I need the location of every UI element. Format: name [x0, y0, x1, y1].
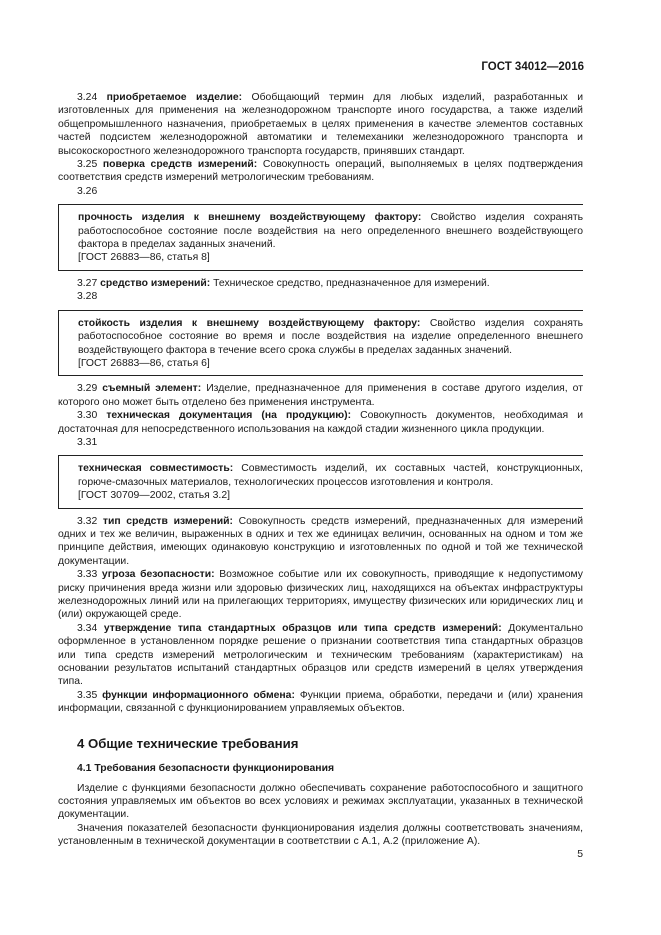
term-title: функции информационного обмена: — [102, 689, 295, 701]
source-reference: [ГОСТ 26883—86, статья 8] — [78, 252, 210, 264]
term-definition: Возможное событие или их совокупность, приводящие к недопустимому риску причинения вреда жизни или здоровью физических лиц, находящихся на объектах инфраструктуры железнодорожных линий или на прилегающих территориях, имуществу физических или юридических лиц и (или) окружающей среде. — [58, 569, 583, 621]
term-title: тип средств измерений: — [102, 515, 233, 527]
term-title: техническая совместимость: — [78, 463, 234, 475]
boxed-term-3-28 — [58, 310, 583, 377]
term-title: угроза безопасности: — [101, 569, 215, 581]
body-paragraph: Значения показателей безопасности функционирования изделия должны соответствовать значениям, установленным в технической документации в соответствии с А.1, А.2 (приложение А). — [58, 822, 583, 848]
page-number: 5 — [577, 849, 583, 860]
source-reference: [ГОСТ 30709—2002, статья 3.2] — [78, 490, 230, 502]
term-title: стойкость изделия к внешнему воздействующему фактору: — [78, 317, 421, 329]
term-definition: Свойство изделия сохранять работоспособное состояние после воздействия на него определенного внешнего воздействующего фактора в пределах заданных значений. — [78, 212, 583, 251]
term-title: съемный элемент: — [102, 383, 202, 395]
term-number-3-31: 3.31 — [77, 436, 98, 448]
term-definition: Обобщающий термин для любых изделий, разработанных и изготовленных для применения на железнодорожном транспорте иного государства, а также изделий общепромышленного назначения, приобретаемых в целях применения в качестве элементов составных частей подсистем железнодорожной автоматики и телемеханики железнодорожного транспорта и высокоскоростного железнодорожного транспорта государств, принявших стандарт. — [58, 92, 583, 157]
document-code: ГОСТ 34012—2016 — [481, 61, 584, 73]
source-reference: [ГОСТ 26883—86, статья 6] — [78, 357, 210, 369]
term-definition: Изделие, предназначенное для применения в составе другого изделия, от которого оно может быть отделено без применения инструмента. — [58, 383, 583, 408]
term-definition: Совместимость изделий, их составных частей, конструкционных, горюче-смазочных материалов, технологических процессов изготовления и контроля. — [78, 463, 583, 488]
term-definition: Документально оформленное в установленном порядке решение о признании соответствия типа стандартных образцов или типа средств измерений метрологическим и техническим требованиям (характеристикам) на основании результатов испытаний стандартных образцов или средств измерений в целях утверждения типа. — [58, 622, 583, 688]
page-content — [58, 91, 583, 849]
subsection-heading: 4.1 Требования безопасности функционирования — [77, 762, 335, 774]
term-3-33 — [58, 568, 583, 622]
term-3-27 — [58, 277, 583, 290]
term-number: 3.34 — [77, 622, 98, 634]
boxed-definition — [78, 211, 583, 251]
term-title: приобретаемое изделие: — [106, 92, 243, 103]
term-number: 3.35 — [77, 689, 98, 701]
term-title: поверка средств измерений: — [102, 159, 258, 171]
body-paragraph: Изделие с функциями безопасности должно обеспечивать сохранение работоспособного и защитного состояния управляемых им объектов во всех условиях и режимах эксплуатации, указанных в технической документации. — [58, 782, 583, 821]
term-3-25 — [58, 158, 583, 185]
term-definition: Совокупность средств измерений, предназначенных для измерений одних и тех же величин, выраженных в одних и тех же единицах величин, основанных на одном и том же принципе действия, имеющих одинаковую конструкцию и изготовленных по одной и той же технической документации. — [58, 515, 584, 567]
term-number: 3.32 — [77, 515, 98, 527]
term-title: утверждение типа стандартных образцов или типа средств измерений: — [103, 622, 502, 634]
term-number: 3.24 — [77, 92, 98, 103]
term-definition: Техническое средство, предназначенное для измерений. — [213, 277, 490, 289]
term-3-35 — [58, 689, 583, 716]
term-number: 3.29 — [77, 383, 98, 395]
term-title: средство измерений: — [100, 277, 211, 289]
term-number: 3.30 — [77, 410, 98, 422]
term-number-3-28: 3.28 — [77, 291, 98, 303]
boxed-term-3-26 — [58, 204, 583, 271]
term-3-29 — [58, 382, 583, 409]
term-title: прочность изделия к внешнему воздействующему фактору: — [78, 212, 422, 224]
term-definition: Функции приема, обработки, передачи и (или) хранения информации, связанной с функционированием управляемых объектов. — [58, 689, 584, 715]
boxed-term-3-31 — [58, 455, 583, 508]
boxed-definition — [78, 317, 583, 357]
term-definition: Совокупность документов, необходимая и достаточная для непосредственного использования на каждой стадии жизненного цикла продукции. — [58, 410, 583, 435]
term-definition: Свойство изделия сохранять работоспособное состояние во время и после воздействия на изделие определенного внешнего воздействующего фактора в течение всего срока службы в пределах заданных значений. — [78, 317, 583, 356]
term-definition: Совокупность операций, выполняемых в целях подтверждения соответствия средств измерений метрологическим требованиям. — [58, 159, 584, 184]
term-number: 3.27 — [77, 277, 98, 289]
term-3-24 — [58, 91, 583, 158]
term-3-32 — [58, 515, 583, 569]
term-title: техническая документация (на продукцию): — [106, 410, 352, 422]
term-3-30 — [58, 409, 583, 436]
boxed-definition — [78, 462, 583, 489]
term-number-3-26: 3.26 — [77, 185, 98, 197]
section-heading: 4 Общие технические требования — [77, 735, 299, 751]
term-number: 3.25 — [77, 159, 98, 171]
term-number: 3.33 — [77, 569, 98, 581]
term-3-34 — [58, 622, 583, 689]
